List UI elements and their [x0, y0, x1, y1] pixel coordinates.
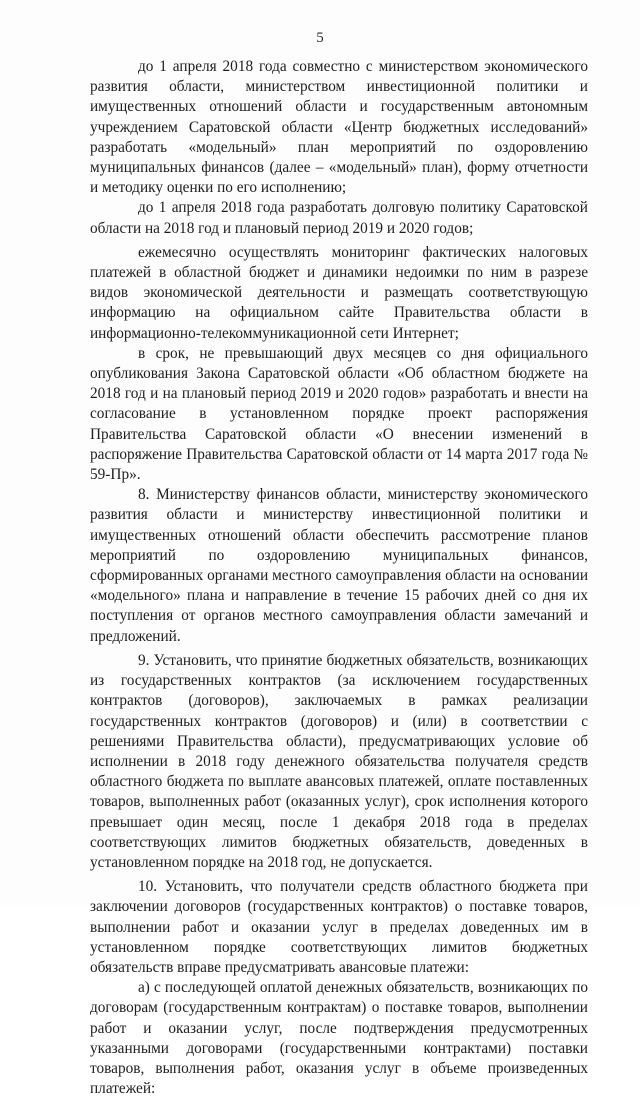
paragraph-reform-plan: до 1 апреля 2018 года совместно с министерством экономического развития области, министерством инвестиционной политики и имущественных отношений области и государственным автономным учреждением Саратовской области «Центр бюджетных исследований» разработать «модельный» план мероприятий по оздоровлению муниципальных финансов (далее – «модельный» план), форму отчетности и методику оценки по его исполнению;: [90, 58, 588, 197]
paragraph-order-amendment: в срок, не превышающий двух месяцев со дня официального опубликования Закона Саратовской области «Об областном бюджете на 2018 год и на плановый период 2019 и 2020 годов» разработать и внести на согласование в установленном порядке проект распоряжения Правительства Саратовской области «О внесении изменений в распоряжение Правительства Саратовской области от 14 марта 2017 года № 59-Пр».: [90, 344, 588, 484]
document-body: [90, 57, 588, 1099]
paragraph-debt-policy: до 1 апреля 2018 года разработать долговую политику Саратовской области на 2018 год и плановый период 2019 и 2020 годов;: [90, 199, 588, 237]
paragraph-tax-monitoring: ежемесячно осуществлять мониторинг фактических налоговых платежей в областной бюджет и динамики недоимки по ним в разрезе видов экономической деятельности и размещать соответствующую информацию на официальном сайте Правительства области в информационно-телекоммуникационной сети Интернет;: [90, 243, 588, 342]
paragraph-item-9: 9. Установить, что принятие бюджетных обязательств, возникающих из государственных контрактов (за исключением государственных контрактов (договоров), заключаемых в рамках реализации государственных контрактов (договоров) и (или) в соответствии с решениями Правительства области), предусматривающих условие об исполнении в 2018 году денежного обязательства получателя средств областного бюджета по выплате авансовых платежей, оплате поставленных товаров, выполненных работ (оказанных услуг), срок исполнения которого превышает один месяц, после 1 декабря 2018 года в пределах соответствующих лимитов бюджетных обязательств, доведенных в установленном порядке на 2018 год, не допускается.: [90, 651, 588, 871]
paragraph-item-10a: а) с последующей оплатой денежных обязательств, возникающих по договорам (государственным контрактам) о поставке товаров, выполнении работ и оказании услуг, после подтверждения предусмотренных указанными договорами (государственными контрактами) поставки товаров, выполнения работ, оказания услуг в объеме произведенных платежей:: [90, 979, 588, 1098]
page-number: 5: [316, 30, 324, 46]
paragraph-item-8: 8. Министерству финансов области, министерству экономического развития области и министерству инвестиционной политики и имущественных отношений области обеспечить рассмотрение планов мероприятий по оздоровлению муниципальных финансов, сформированных органами местного самоуправления области на основании «модельного» плана и направление в течение 15 рабочих дней со дня их поступления от органов местного самоуправления области замечаний и предложений.: [90, 486, 588, 645]
paragraph-item-10: 10. Установить, что получатели средств областного бюджета при заключении договоров (государственных контрактов) о поставке товаров, выполнении работ и оказании услуг в пределах доведенных им в установленном порядке соответствующих лимитов бюджетных обязательств вправе предусматривать авансовые платежи:: [90, 878, 588, 976]
